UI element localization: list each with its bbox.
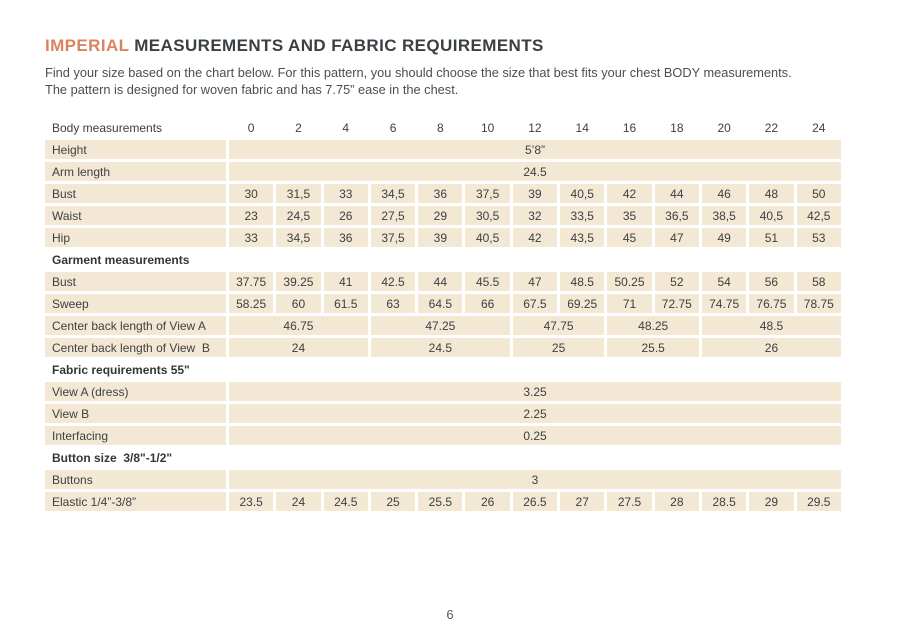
table-cell: 24 (276, 492, 320, 511)
table-cell: 46.75 (229, 316, 368, 335)
row-label: Arm length (45, 162, 226, 181)
table-cell: 72.75 (655, 294, 699, 313)
row-label: View A (dress) (45, 382, 226, 401)
section-label: Button size 3/8"-1/2" (52, 450, 173, 465)
row-label: Hip (45, 228, 226, 247)
table-cell: 34,5 (276, 228, 320, 247)
table-cell: 25 (371, 492, 415, 511)
size-header-16: 16 (622, 120, 637, 135)
table-cell: 74.75 (702, 294, 746, 313)
page-content (45, 36, 841, 514)
table-cell: 48 (749, 184, 793, 203)
table-cell: 45 (607, 228, 651, 247)
table-cell: 31,5 (276, 184, 320, 203)
table-row (45, 140, 841, 159)
table-cell: 47.75 (513, 316, 605, 335)
table-cell: 69.25 (560, 294, 604, 313)
table-row (45, 404, 841, 423)
table-cell: 26.5 (513, 492, 557, 511)
section-label: Fabric requirements 55" (52, 362, 190, 377)
table-row (45, 206, 841, 225)
table-cell: 64.5 (418, 294, 462, 313)
table-cell: 28.5 (702, 492, 746, 511)
table-cell: 40,5 (749, 206, 793, 225)
page-number: 6 (446, 607, 454, 622)
table-cell: 2.25 (229, 404, 841, 423)
table-row (45, 316, 841, 335)
table-cell: 37,5 (371, 228, 415, 247)
size-header-2: 2 (295, 120, 302, 135)
table-cell: 48.5 (702, 316, 841, 335)
table-cell: 47 (513, 272, 557, 291)
page-title (45, 36, 841, 56)
table-cell: 30 (229, 184, 273, 203)
measurements-table-wrap (45, 115, 841, 514)
table-cell: 76.75 (749, 294, 793, 313)
table-cell: 36 (324, 228, 368, 247)
table-cell: 37.75 (229, 272, 273, 291)
table-cell: 39.25 (276, 272, 320, 291)
size-header-14: 14 (575, 120, 589, 135)
table-cell: 42 (607, 184, 651, 203)
table-cell: 54 (702, 272, 746, 291)
table-row (45, 382, 841, 401)
size-header-8: 8 (436, 120, 444, 135)
table-cell: 36,5 (655, 206, 699, 225)
size-header-22: 22 (764, 120, 779, 135)
table-cell: 71 (607, 294, 651, 313)
table-cell: 47 (655, 228, 699, 247)
table-row (45, 162, 841, 181)
table-cell: 35 (607, 206, 651, 225)
size-header-4: 4 (342, 120, 350, 135)
table-cell: 40,5 (560, 184, 604, 203)
table-cell: 24.5 (371, 338, 510, 357)
measurements-table (42, 115, 844, 514)
measurements-table-body (45, 118, 841, 511)
table-cell: 47.25 (371, 316, 510, 335)
table-cell: 37,5 (465, 184, 509, 203)
table-cell: 3 (229, 470, 841, 489)
table-row (45, 492, 841, 511)
table-cell: 26 (702, 338, 841, 357)
table-cell: 23 (229, 206, 273, 225)
table-cell: 40,5 (465, 228, 509, 247)
size-header-6: 6 (389, 120, 397, 135)
table-cell: 23.5 (229, 492, 273, 511)
size-header-10: 10 (480, 120, 495, 135)
table-cell: 43,5 (560, 228, 604, 247)
header-label: Body measurements (52, 120, 163, 135)
table-cell: 36 (418, 184, 462, 203)
row-label: Center back length of View A (45, 316, 226, 335)
table-row (45, 184, 841, 203)
table-cell: 42,5 (797, 206, 841, 225)
table-row (45, 272, 841, 291)
table-row (45, 228, 841, 247)
section-row (45, 448, 841, 467)
table-cell: 58 (797, 272, 841, 291)
table-cell: 41 (324, 272, 368, 291)
table-row (45, 294, 841, 313)
row-label: Height (45, 140, 226, 159)
table-cell: 24,5 (276, 206, 320, 225)
table-cell: 58.25 (229, 294, 273, 313)
row-label: Interfacing (45, 426, 226, 445)
table-cell: 56 (749, 272, 793, 291)
table-cell: 60 (276, 294, 320, 313)
table-cell: 30,5 (465, 206, 509, 225)
table-cell: 66 (465, 294, 509, 313)
table-row (45, 426, 841, 445)
intro-line-2: The pattern is designed for woven fabric and has 7.75” ease in the chest. (45, 82, 459, 97)
table-cell: 25.5 (418, 492, 462, 511)
table-cell: 44 (418, 272, 462, 291)
table-row (45, 470, 841, 489)
table-cell: 34,5 (371, 184, 415, 203)
row-label: Buttons (45, 470, 226, 489)
table-cell: 53 (797, 228, 841, 247)
row-label: Elastic 1/4”-3/8” (45, 492, 226, 511)
title-rest: MEASUREMENTS AND FABRIC REQUIREMENTS (129, 36, 544, 55)
table-cell: 24 (229, 338, 368, 357)
table-cell: 26 (465, 492, 509, 511)
table-cell: 24.5 (229, 162, 841, 181)
table-cell: 44 (655, 184, 699, 203)
table-header-row (45, 118, 841, 137)
table-cell: 39 (513, 184, 557, 203)
table-cell: 28 (655, 492, 699, 511)
table-cell: 63 (371, 294, 415, 313)
table-cell: 29.5 (797, 492, 841, 511)
table-cell: 33 (229, 228, 273, 247)
table-cell: 32 (513, 206, 557, 225)
table-cell: 61.5 (324, 294, 368, 313)
table-cell: 51 (749, 228, 793, 247)
row-label: Bust (45, 184, 226, 203)
table-cell: 0.25 (229, 426, 841, 445)
table-cell: 50 (797, 184, 841, 203)
table-cell: 33 (324, 184, 368, 203)
table-cell: 38,5 (702, 206, 746, 225)
row-label: Bust (45, 272, 226, 291)
size-header-20: 20 (717, 120, 731, 135)
table-cell: 27,5 (371, 206, 415, 225)
table-cell: 78.75 (797, 294, 841, 313)
table-cell: 45.5 (465, 272, 509, 291)
table-cell: 25 (513, 338, 605, 357)
table-cell: 33,5 (560, 206, 604, 225)
table-cell: 49 (702, 228, 746, 247)
intro-text (45, 64, 841, 98)
size-header-18: 18 (670, 120, 684, 135)
table-cell: 48.25 (607, 316, 699, 335)
intro-line-1: Find your size based on the chart below. For this pattern, you should choose the size that best fits your chest BODY measurements. (45, 65, 792, 80)
table-cell: 52 (655, 272, 699, 291)
table-cell: 39 (418, 228, 462, 247)
table-cell: 46 (702, 184, 746, 203)
table-cell: 29 (418, 206, 462, 225)
section-label: Garment measurements (52, 252, 190, 267)
table-cell: 50.25 (607, 272, 651, 291)
size-header-0: 0 (247, 120, 255, 135)
table-row (45, 338, 841, 357)
table-cell: 42.5 (371, 272, 415, 291)
row-label: Waist (45, 206, 226, 225)
section-row (45, 250, 841, 269)
section-row (45, 360, 841, 379)
table-cell: 27.5 (607, 492, 651, 511)
table-cell: 42 (513, 228, 557, 247)
row-label: View B (45, 404, 226, 423)
row-label: Sweep (45, 294, 226, 313)
title-highlight: IMPERIAL (45, 36, 130, 55)
table-cell: 5’8” (229, 140, 841, 159)
table-cell: 67.5 (513, 294, 557, 313)
table-cell: 48.5 (560, 272, 604, 291)
table-cell: 25.5 (607, 338, 699, 357)
size-header-12: 12 (528, 120, 542, 135)
table-cell: 24.5 (324, 492, 368, 511)
table-cell: 29 (749, 492, 793, 511)
table-cell: 26 (324, 206, 368, 225)
table-cell: 3.25 (229, 382, 841, 401)
row-label: Center back length of View B (45, 338, 226, 357)
size-header-24: 24 (812, 120, 826, 135)
table-cell: 27 (560, 492, 604, 511)
